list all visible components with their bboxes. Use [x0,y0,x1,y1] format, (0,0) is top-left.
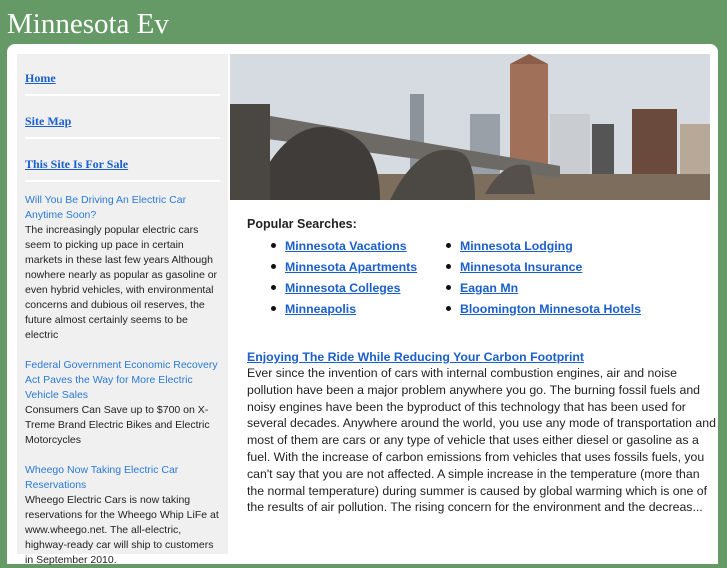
search-item [271,300,446,317]
bridge-skyline-illustration [230,54,710,200]
bullet-icon [446,243,451,248]
bullet-icon [271,264,276,269]
search-item [271,258,446,275]
search-link[interactable]: Bloomington Minnesota Hotels [460,301,642,316]
nav-item-for-sale [25,139,220,182]
article-title-link[interactable]: Enjoying The Ride While Reducing Your Carbon Footprint [247,350,585,364]
bullet-icon [446,264,451,269]
article-body: Ever since the invention of cars with internal combustion engines, air and noise pollution have been a major problem anywhere you go. The burning fossil fuels and noisy engines have been the byproduct of this technology that has been used for several decades. Anywhere around the world, you use any mode of transportation and most of them are cars or any type of vehicle that uses either diesel or gasoline as a fuel. With the increase of carbon emissions from vehicles that uses fossils fuels, you can't say that you are not affected. A simple increase in the temperature (more than the normal temperature) during summer is caused by global warming which is one of the results of air pollution. The rising concern for the environment and the decreas... [247,366,716,515]
bullet-icon [271,243,276,248]
search-link[interactable]: Minnesota Lodging [460,238,573,253]
search-item [271,279,446,296]
popular-searches-list [271,237,717,317]
news-title-link[interactable]: Federal Government Economic Recovery Act Paves the Way for More Electric Vehicle Sales [25,359,218,401]
bullet-icon [446,306,451,311]
nav-link-home[interactable]: Home [25,71,56,85]
search-item [446,300,706,317]
news-item [25,463,220,568]
news-title-link[interactable]: Wheego Now Taking Electric Car Reservations [25,464,179,491]
bullet-icon [446,285,451,290]
search-link[interactable]: Minnesota Apartments [285,259,418,274]
nav-link-site-for-sale[interactable]: This Site Is For Sale [25,157,129,171]
bullet-icon [271,306,276,311]
nav-link-site-map[interactable]: Site Map [25,114,72,128]
hero-image-minneapolis-bridge [230,54,710,200]
search-link[interactable]: Minneapolis [285,301,357,316]
sidebar-nav [25,54,220,182]
search-link[interactable]: Minnesota Insurance [460,259,583,274]
site-title: Minnesota Ev [7,8,169,40]
popular-searches-heading: Popular Searches: [247,217,357,231]
news-body: The increasingly popular electric cars seem to picking up pace in certain markets in these last few years Although nowhere nearly as popular as gasoline or even hybrid vehicles, with environmental concerns and dubious oil reserves, the future almost certainly seems to be electric [25,224,218,341]
news-item [25,358,220,448]
nav-item-site-map [25,96,220,139]
search-link[interactable]: Minnesota Colleges [285,280,401,295]
sidebar [17,54,228,566]
search-item [271,237,446,254]
news-body: Consumers Can Save up to $700 on X-Treme Brand Electric Bikes and Electric Motorcycles [25,404,210,446]
search-link[interactable]: Minnesota Vacations [285,238,407,253]
nav-item-home [25,54,220,96]
news-title-link[interactable]: Will You Be Driving An Electric Car Anytime Soon? [25,194,187,221]
bullet-icon [271,285,276,290]
search-item [446,237,706,254]
search-item [446,258,706,275]
search-item [446,279,706,296]
news-item [25,193,220,343]
news-list [25,193,220,568]
search-link[interactable]: Eagan Mn [460,280,519,295]
news-body: Wheego Electric Cars is now taking reservations for the Wheego Whip LiFe at www.wheego.net. The all-electric, highway-ready car will ship to customers in September 2010. [25,494,219,566]
main-content [247,214,717,516]
